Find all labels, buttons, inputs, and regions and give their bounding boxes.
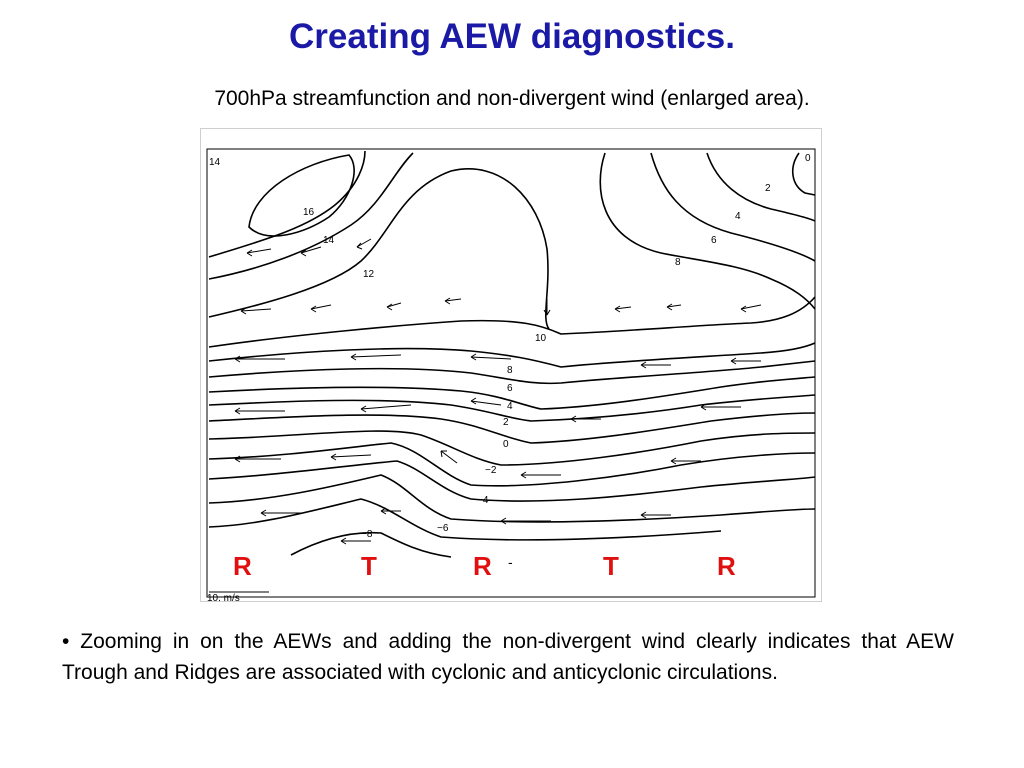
wind-vectors bbox=[235, 239, 761, 544]
slide-title: Creating AEW diagnostics. bbox=[289, 17, 735, 56]
contour-label: 8 bbox=[507, 365, 513, 376]
contour-label: 14 bbox=[209, 157, 221, 168]
wind-vector bbox=[615, 306, 631, 312]
contour-label: −4 bbox=[477, 495, 489, 506]
slide-subtitle: 700hPa streamfunction and non-divergent wind (enlarged area). bbox=[214, 87, 810, 110]
contour-line bbox=[793, 153, 815, 195]
wind-vector bbox=[311, 305, 331, 312]
wind-vector bbox=[381, 508, 401, 514]
wind-vector bbox=[441, 451, 457, 463]
contour-label: 2 bbox=[765, 183, 771, 194]
contour-label: 4 bbox=[507, 401, 513, 412]
wind-vector bbox=[641, 362, 671, 368]
contour-label: 6 bbox=[507, 383, 513, 394]
contour-line bbox=[600, 153, 815, 309]
contour-label: 12 bbox=[363, 269, 375, 280]
wind-vector bbox=[357, 239, 371, 249]
wind-vector bbox=[445, 298, 461, 304]
ridge-marker: R bbox=[473, 551, 492, 581]
wind-vector bbox=[731, 358, 761, 364]
contour-line bbox=[209, 475, 815, 522]
contour-line bbox=[209, 431, 815, 465]
bullet-text: • Zooming in on the AEWs and adding the non-divergent wind clearly indicates that AEW Trough and Ridges are associated with cyclonic and anticyclonic circulations. bbox=[62, 630, 954, 684]
contour-lines bbox=[209, 151, 815, 557]
contour-label: 14 bbox=[323, 235, 335, 246]
wind-vector bbox=[667, 304, 681, 310]
contour-label: −6 bbox=[437, 523, 449, 534]
streamfunction-figure bbox=[201, 129, 821, 601]
contour-value-labels bbox=[209, 153, 811, 540]
vector-scale-label: 10. m/s bbox=[207, 593, 240, 601]
wind-vector bbox=[544, 299, 550, 315]
wind-vector bbox=[351, 354, 401, 360]
wind-vector bbox=[501, 518, 551, 524]
wind-vector bbox=[521, 472, 561, 478]
contour-label: 6 bbox=[711, 235, 717, 246]
trough-marker: T bbox=[361, 551, 377, 581]
streamfunction-map bbox=[201, 129, 821, 601]
wind-vector bbox=[301, 247, 321, 256]
contour-label: 0 bbox=[503, 439, 509, 450]
contour-line bbox=[209, 461, 815, 501]
contour-label: −8 bbox=[361, 529, 373, 540]
ridge-marker: R bbox=[717, 551, 736, 581]
contour-label: 4 bbox=[735, 211, 741, 222]
wind-vector bbox=[471, 398, 501, 405]
contour-label: 16 bbox=[303, 207, 315, 218]
ridge-marker: R bbox=[233, 551, 252, 581]
contour-line bbox=[209, 297, 815, 347]
contour-label: 2 bbox=[503, 417, 509, 428]
contour-line bbox=[651, 153, 815, 261]
contour-line bbox=[249, 155, 354, 236]
wind-vector bbox=[387, 303, 401, 310]
contour-line bbox=[209, 169, 549, 329]
wind-vector bbox=[247, 249, 271, 256]
contour-label: −2 bbox=[485, 465, 497, 476]
dash-mark: - bbox=[508, 554, 513, 570]
contour-label: 10 bbox=[535, 333, 547, 344]
trough-marker: T bbox=[603, 551, 619, 581]
wave-markers bbox=[233, 551, 736, 581]
contour-line bbox=[209, 343, 815, 367]
contour-label: 8 bbox=[675, 257, 681, 268]
contour-label: 0 bbox=[805, 153, 811, 164]
wind-vector bbox=[741, 305, 761, 312]
wind-vector bbox=[235, 408, 285, 414]
wind-vector bbox=[641, 512, 671, 518]
wind-vector bbox=[331, 454, 371, 460]
wind-vector bbox=[361, 405, 411, 412]
